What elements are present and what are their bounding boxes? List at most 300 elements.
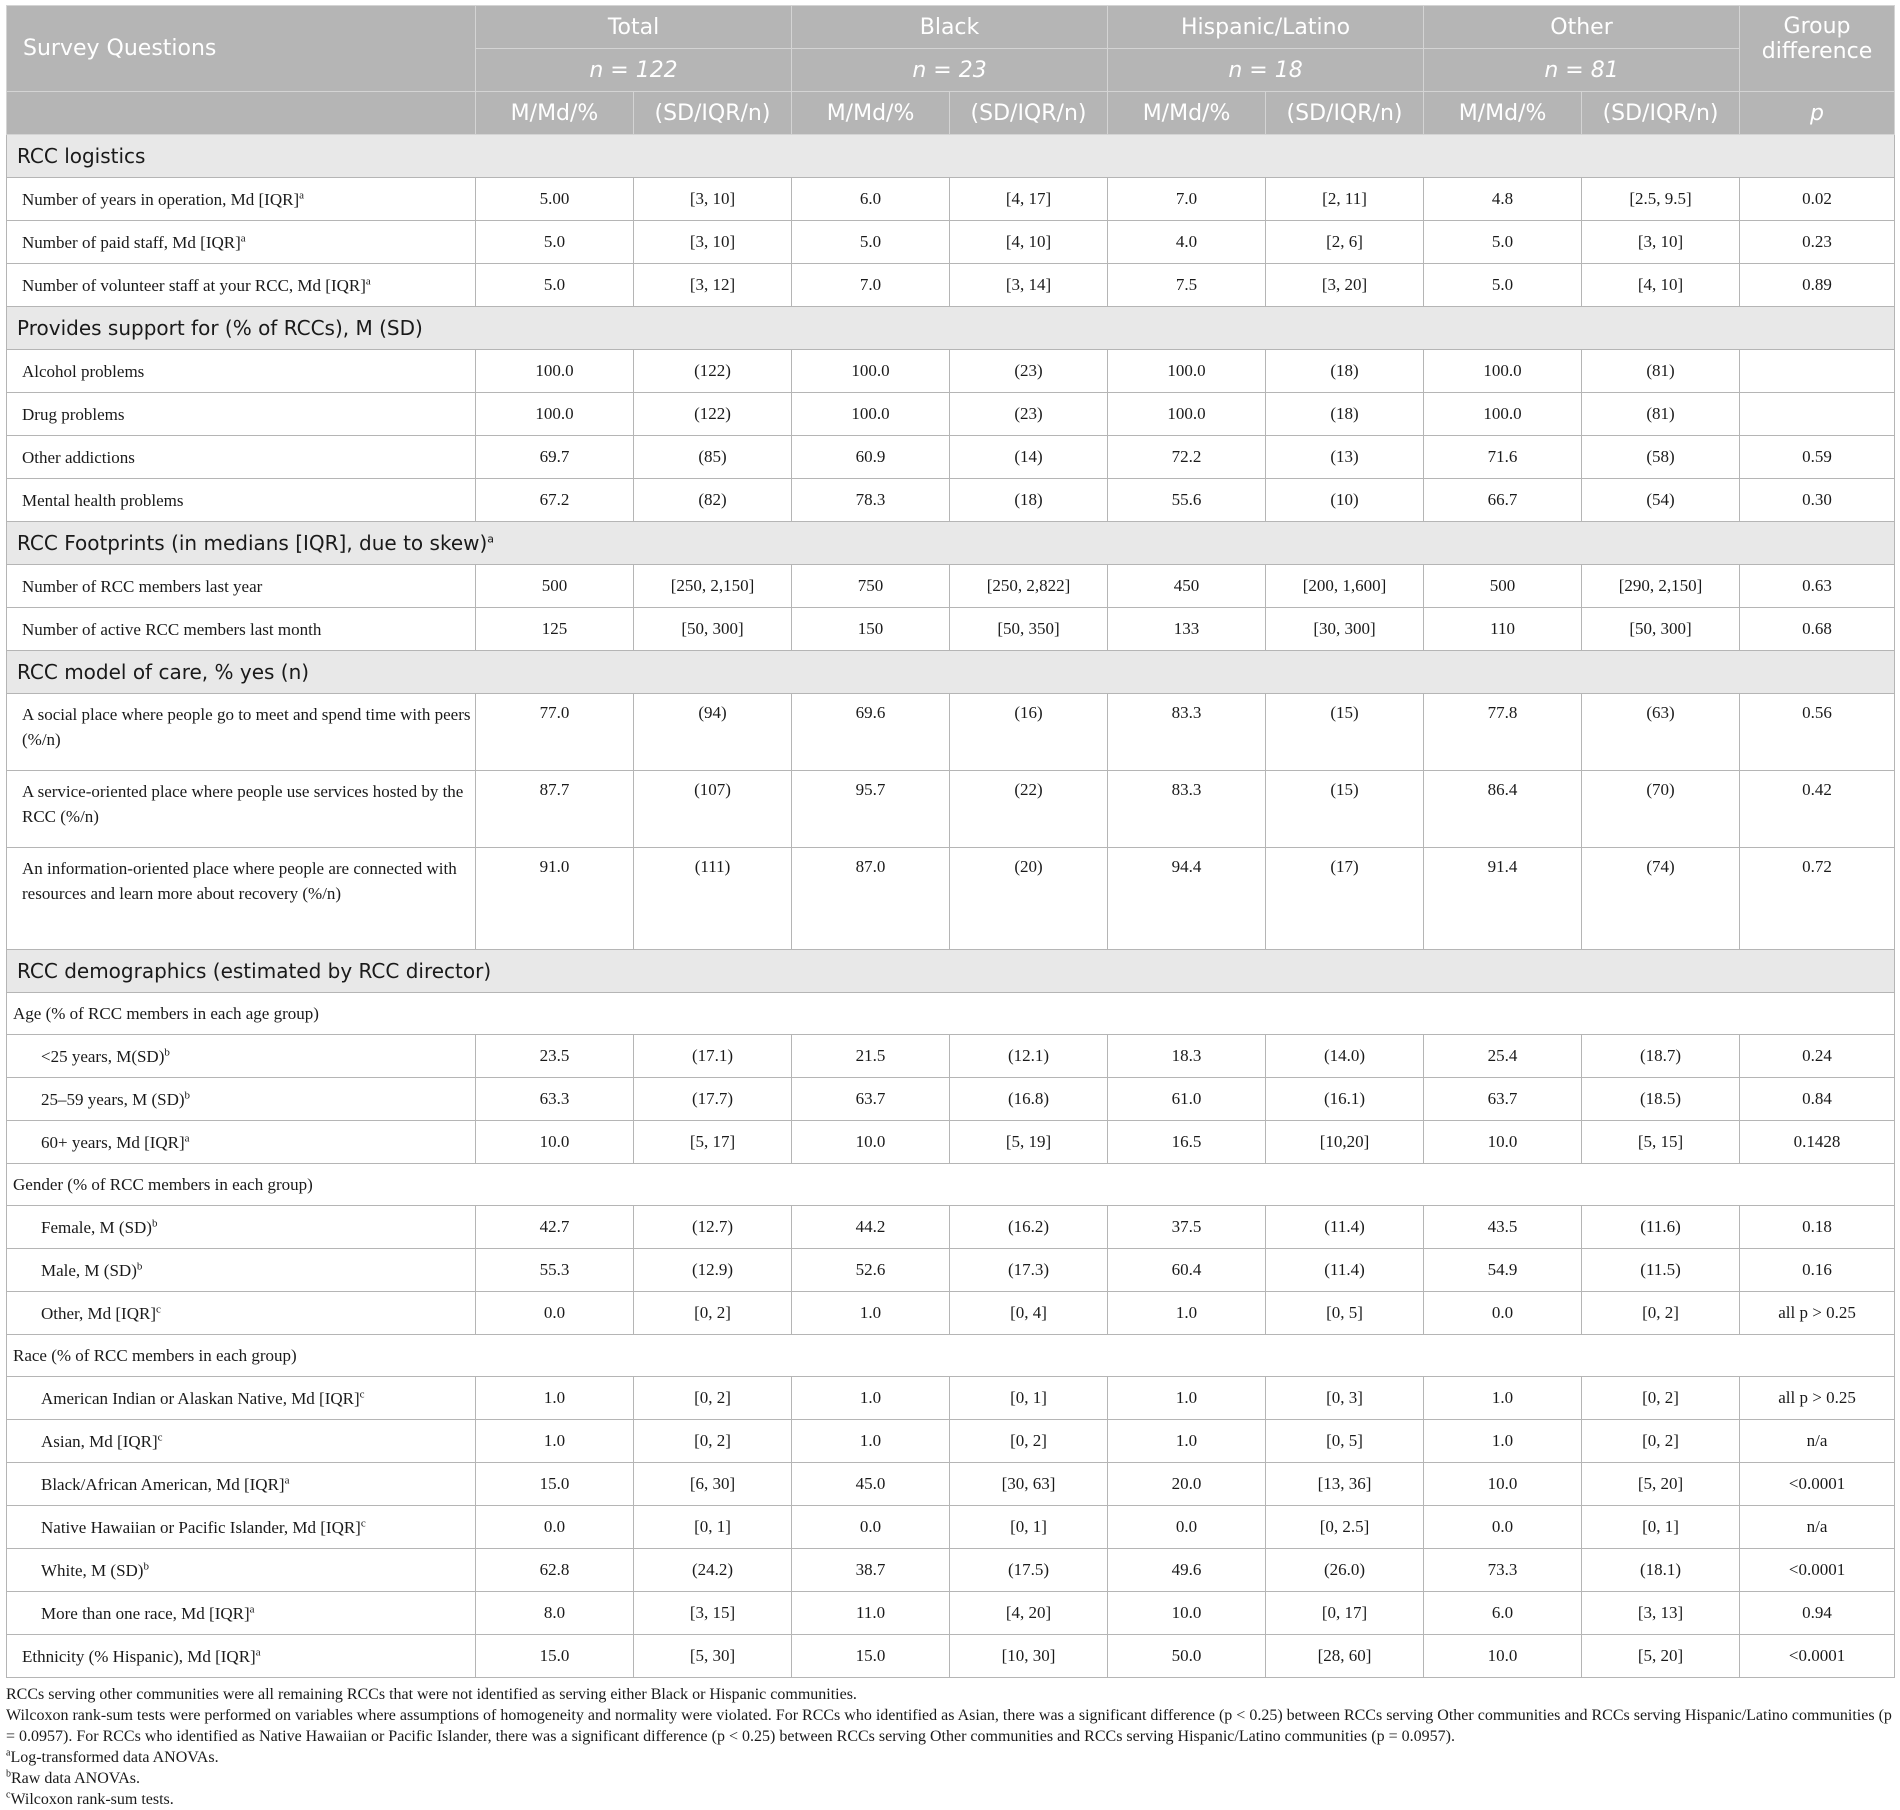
row-label: Other addictions <box>7 436 476 479</box>
value-cell: 60.4 <box>1108 1249 1266 1292</box>
value-cell: 10.0 <box>792 1121 950 1164</box>
value-cell: 20.0 <box>1108 1463 1266 1506</box>
header-blank <box>7 92 476 135</box>
row-label: Number of volunteer staff at your RCC, Md [IQR]$^a$ <box>7 264 476 307</box>
value-cell: (15) <box>1266 771 1424 848</box>
header-stat: M/Md/% <box>1424 92 1582 135</box>
table-row <box>7 694 1895 771</box>
value-cell: [3, 20] <box>1266 264 1424 307</box>
row-label: American Indian or Alaskan Native, Md [IQR]$^c$ <box>7 1377 476 1420</box>
value-cell: 16.5 <box>1108 1121 1266 1164</box>
p-value-cell: n/a <box>1740 1420 1895 1463</box>
value-cell: (107) <box>634 771 792 848</box>
value-cell: 73.3 <box>1424 1549 1582 1592</box>
value-cell: 11.0 <box>792 1592 950 1635</box>
row-label: A social place where people go to meet and spend time with peers (%/n) <box>7 694 476 771</box>
value-cell: [3, 13] <box>1582 1592 1740 1635</box>
header-disp: (SD/IQR/n) <box>1266 92 1424 135</box>
value-cell: (111) <box>634 848 792 950</box>
value-cell: 100.0 <box>792 393 950 436</box>
value-cell: 0.0 <box>476 1506 634 1549</box>
section-title: RCC Footprints (in medians [IQR], due to skew)$^a$ <box>7 522 1895 565</box>
table-row <box>7 264 1895 307</box>
value-cell: 50.0 <box>1108 1635 1266 1678</box>
value-cell: 15.0 <box>476 1635 634 1678</box>
value-cell: 6.0 <box>1424 1592 1582 1635</box>
value-cell: [30, 63] <box>950 1463 1108 1506</box>
value-cell: 1.0 <box>1108 1420 1266 1463</box>
value-cell: [0, 2] <box>634 1292 792 1335</box>
value-cell: [5, 20] <box>1582 1635 1740 1678</box>
table-row <box>7 771 1895 848</box>
value-cell: [3, 10] <box>634 178 792 221</box>
value-cell: [0, 5] <box>1266 1292 1424 1335</box>
footnote-c: $^c$Wilcoxon rank-sum tests. <box>6 1789 174 1808</box>
value-cell: 7.0 <box>792 264 950 307</box>
value-cell: (14) <box>950 436 1108 479</box>
p-value-cell: 0.59 <box>1740 436 1895 479</box>
value-cell: [5, 19] <box>950 1121 1108 1164</box>
p-value-cell: 0.56 <box>1740 694 1895 771</box>
value-cell: [0, 4] <box>950 1292 1108 1335</box>
value-cell: [4, 17] <box>950 178 1108 221</box>
section-row <box>7 651 1895 694</box>
value-cell: [5, 17] <box>634 1121 792 1164</box>
value-cell: 10.0 <box>1424 1121 1582 1164</box>
header-group-difference: Group difference <box>1740 6 1895 92</box>
section-row <box>7 135 1895 178</box>
footnote-note2: Wilcoxon rank-sum tests were performed on variables where assumptions of homogeneity and normality were violated. For RCCs who identified as Asian, there was a significant difference (p < 0.25) between RCCs serving Other communities and RCCs serving Hispanic/Latino communities (p = 0.0957). For RCCs who identified as Native Hawaiian or Pacific Islander, there was a significant difference (p < 0.25) between RCCs serving Other communities and RCCs serving Hispanic/Latino communities (p = 0.0957). <box>6 1707 1892 1745</box>
value-cell: [0, 2] <box>1582 1377 1740 1420</box>
value-cell: [3, 12] <box>634 264 792 307</box>
value-cell: [4, 10] <box>950 221 1108 264</box>
header-group-hispanic: Hispanic/Latino <box>1108 6 1424 49</box>
value-cell: (23) <box>950 393 1108 436</box>
value-cell: (70) <box>1582 771 1740 848</box>
value-cell: 5.00 <box>476 178 634 221</box>
value-cell: 69.7 <box>476 436 634 479</box>
value-cell: 10.0 <box>1108 1592 1266 1635</box>
value-cell: 10.0 <box>1424 1635 1582 1678</box>
header-disp: (SD/IQR/n) <box>1582 92 1740 135</box>
header-n-other: n = 81 <box>1424 49 1740 92</box>
table-row <box>7 565 1895 608</box>
header-disp: (SD/IQR/n) <box>950 92 1108 135</box>
value-cell: 10.0 <box>1424 1463 1582 1506</box>
p-value-cell: 0.63 <box>1740 565 1895 608</box>
value-cell: [5, 15] <box>1582 1121 1740 1164</box>
value-cell: [2, 11] <box>1266 178 1424 221</box>
table-figure <box>6 5 1894 1810</box>
value-cell: 83.3 <box>1108 694 1266 771</box>
footnote-note1: RCCs serving other communities were all remaining RCCs that were not identified as serving either Black or Hispanic communities. <box>6 1686 857 1703</box>
value-cell: 25.4 <box>1424 1035 1582 1078</box>
value-cell: (85) <box>634 436 792 479</box>
value-cell: (10) <box>1266 479 1424 522</box>
value-cell: (16.8) <box>950 1078 1108 1121</box>
value-cell: 0.0 <box>476 1292 634 1335</box>
value-cell: (11.5) <box>1582 1249 1740 1292</box>
value-cell: (11.6) <box>1582 1206 1740 1249</box>
row-label: Male, M (SD)$^b$ <box>7 1249 476 1292</box>
value-cell: 1.0 <box>1108 1377 1266 1420</box>
p-value-cell: 0.24 <box>1740 1035 1895 1078</box>
table-row <box>7 1420 1895 1463</box>
value-cell: (81) <box>1582 350 1740 393</box>
value-cell: [0, 2] <box>1582 1292 1740 1335</box>
value-cell: 15.0 <box>792 1635 950 1678</box>
value-cell: [5, 20] <box>1582 1463 1740 1506</box>
value-cell: 10.0 <box>476 1121 634 1164</box>
row-label: Number of RCC members last year <box>7 565 476 608</box>
table-row <box>7 479 1895 522</box>
value-cell: 8.0 <box>476 1592 634 1635</box>
value-cell: [28, 60] <box>1266 1635 1424 1678</box>
p-value-cell: 0.16 <box>1740 1249 1895 1292</box>
value-cell: [0, 2] <box>1582 1420 1740 1463</box>
value-cell: 23.5 <box>476 1035 634 1078</box>
p-value-cell: all p > 0.25 <box>1740 1377 1895 1420</box>
p-value-cell: 0.42 <box>1740 771 1895 848</box>
value-cell: 450 <box>1108 565 1266 608</box>
p-value-cell: n/a <box>1740 1506 1895 1549</box>
value-cell: 77.8 <box>1424 694 1582 771</box>
header-survey-questions: Survey Questions <box>7 6 476 92</box>
value-cell: 100.0 <box>792 350 950 393</box>
value-cell: 38.7 <box>792 1549 950 1592</box>
row-label: Drug problems <box>7 393 476 436</box>
header-disp: (SD/IQR/n) <box>634 92 792 135</box>
value-cell: 37.5 <box>1108 1206 1266 1249</box>
value-cell: 63.7 <box>1424 1078 1582 1121</box>
subgroup-row <box>7 993 1895 1035</box>
section-row <box>7 307 1895 350</box>
value-cell: [50, 300] <box>634 608 792 651</box>
p-value-cell: 0.72 <box>1740 848 1895 950</box>
value-cell: 0.0 <box>1424 1292 1582 1335</box>
value-cell: 1.0 <box>476 1377 634 1420</box>
row-label: Black/African American, Md [IQR]$^a$ <box>7 1463 476 1506</box>
value-cell: [10, 30] <box>950 1635 1108 1678</box>
value-cell: 86.4 <box>1424 771 1582 848</box>
p-value-cell: 0.68 <box>1740 608 1895 651</box>
row-label: Mental health problems <box>7 479 476 522</box>
value-cell: 6.0 <box>792 178 950 221</box>
value-cell: (18.5) <box>1582 1078 1740 1121</box>
subgroup-title: Gender (% of RCC members in each group) <box>7 1164 1895 1206</box>
p-value-cell <box>1740 350 1895 393</box>
table-row <box>7 1635 1895 1678</box>
table-row <box>7 1463 1895 1506</box>
value-cell: 55.3 <box>476 1249 634 1292</box>
value-cell: 4.8 <box>1424 178 1582 221</box>
p-value-cell: <0.0001 <box>1740 1549 1895 1592</box>
value-cell: [0, 1] <box>950 1377 1108 1420</box>
table-row <box>7 178 1895 221</box>
table-header <box>7 6 1895 135</box>
value-cell: 43.5 <box>1424 1206 1582 1249</box>
survey-table <box>6 5 1895 1678</box>
header-n-black: n = 23 <box>792 49 1108 92</box>
value-cell: (11.4) <box>1266 1249 1424 1292</box>
subgroup-title: Race (% of RCC members in each group) <box>7 1335 1895 1377</box>
table-row <box>7 393 1895 436</box>
value-cell: 55.6 <box>1108 479 1266 522</box>
value-cell: 0.0 <box>1424 1506 1582 1549</box>
value-cell: 5.0 <box>792 221 950 264</box>
value-cell: 87.7 <box>476 771 634 848</box>
value-cell: (17.7) <box>634 1078 792 1121</box>
value-cell: 110 <box>1424 608 1582 651</box>
value-cell: (20) <box>950 848 1108 950</box>
table-row <box>7 1292 1895 1335</box>
row-label: Number of years in operation, Md [IQR]$^a$ <box>7 178 476 221</box>
header-group-black: Black <box>792 6 1108 49</box>
value-cell: 100.0 <box>476 393 634 436</box>
value-cell: 62.8 <box>476 1549 634 1592</box>
value-cell: 63.3 <box>476 1078 634 1121</box>
value-cell: 0.0 <box>1108 1506 1266 1549</box>
value-cell: 750 <box>792 565 950 608</box>
row-label: Ethnicity (% Hispanic), Md [IQR]$^a$ <box>7 1635 476 1678</box>
value-cell: [0, 3] <box>1266 1377 1424 1420</box>
row-label: A service-oriented place where people use services hosted by the RCC (%/n) <box>7 771 476 848</box>
value-cell: (23) <box>950 350 1108 393</box>
p-value-cell: 0.23 <box>1740 221 1895 264</box>
p-value-cell: 0.02 <box>1740 178 1895 221</box>
value-cell: (122) <box>634 393 792 436</box>
value-cell: [3, 10] <box>634 221 792 264</box>
subgroup-title: Age (% of RCC members in each age group) <box>7 993 1895 1035</box>
value-cell: [0, 2.5] <box>1266 1506 1424 1549</box>
p-value-cell: <0.0001 <box>1740 1463 1895 1506</box>
header-group-total: Total <box>476 6 792 49</box>
p-value-cell: 0.84 <box>1740 1078 1895 1121</box>
value-cell: [290, 2,150] <box>1582 565 1740 608</box>
p-value-cell: 0.1428 <box>1740 1121 1895 1164</box>
row-label: Alcohol problems <box>7 350 476 393</box>
value-cell: 150 <box>792 608 950 651</box>
value-cell: [0, 2] <box>950 1420 1108 1463</box>
value-cell: 44.2 <box>792 1206 950 1249</box>
value-cell: (54) <box>1582 479 1740 522</box>
p-value-cell: all p > 0.25 <box>1740 1292 1895 1335</box>
table-body <box>7 135 1895 1678</box>
value-cell: 100.0 <box>1108 350 1266 393</box>
value-cell: 100.0 <box>1108 393 1266 436</box>
table-row <box>7 1206 1895 1249</box>
value-cell: 5.0 <box>476 264 634 307</box>
value-cell: 1.0 <box>792 1420 950 1463</box>
value-cell: 45.0 <box>792 1463 950 1506</box>
value-cell: 133 <box>1108 608 1266 651</box>
value-cell: 42.7 <box>476 1206 634 1249</box>
subgroup-row <box>7 1335 1895 1377</box>
value-cell: (18.7) <box>1582 1035 1740 1078</box>
value-cell: (58) <box>1582 436 1740 479</box>
value-cell: 7.0 <box>1108 178 1266 221</box>
value-cell: (63) <box>1582 694 1740 771</box>
value-cell: (15) <box>1266 694 1424 771</box>
value-cell: (24.2) <box>634 1549 792 1592</box>
row-label: Number of paid staff, Md [IQR]$^a$ <box>7 221 476 264</box>
value-cell: (18) <box>1266 350 1424 393</box>
value-cell: 7.5 <box>1108 264 1266 307</box>
row-label: More than one race, Md [IQR]$^a$ <box>7 1592 476 1635</box>
value-cell: 63.7 <box>792 1078 950 1121</box>
section-row <box>7 522 1895 565</box>
value-cell: [0, 5] <box>1266 1420 1424 1463</box>
table-row <box>7 221 1895 264</box>
header-stat: M/Md/% <box>1108 92 1266 135</box>
value-cell: 1.0 <box>792 1292 950 1335</box>
footnotes <box>6 1684 1894 1810</box>
value-cell: 49.6 <box>1108 1549 1266 1592</box>
value-cell: (11.4) <box>1266 1206 1424 1249</box>
value-cell: [200, 1,600] <box>1266 565 1424 608</box>
p-value-cell: 0.94 <box>1740 1592 1895 1635</box>
section-title: RCC model of care, % yes (n) <box>7 651 1895 694</box>
p-value-cell: <0.0001 <box>1740 1635 1895 1678</box>
header-n-total: n = 122 <box>476 49 792 92</box>
value-cell: (12.9) <box>634 1249 792 1292</box>
value-cell: (18) <box>1266 393 1424 436</box>
value-cell: 500 <box>1424 565 1582 608</box>
table-row <box>7 1549 1895 1592</box>
value-cell: [4, 10] <box>1582 264 1740 307</box>
table-row <box>7 350 1895 393</box>
value-cell: 67.2 <box>476 479 634 522</box>
table-row <box>7 1592 1895 1635</box>
value-cell: [3, 10] <box>1582 221 1740 264</box>
value-cell: 5.0 <box>476 221 634 264</box>
value-cell: 78.3 <box>792 479 950 522</box>
value-cell: (13) <box>1266 436 1424 479</box>
value-cell: [50, 350] <box>950 608 1108 651</box>
value-cell: [50, 300] <box>1582 608 1740 651</box>
value-cell: [0, 2] <box>634 1377 792 1420</box>
value-cell: (22) <box>950 771 1108 848</box>
value-cell: [0, 1] <box>1582 1506 1740 1549</box>
value-cell: [4, 20] <box>950 1592 1108 1635</box>
p-value-cell <box>1740 393 1895 436</box>
header-n-hispanic: n = 18 <box>1108 49 1424 92</box>
value-cell: (14.0) <box>1266 1035 1424 1078</box>
value-cell: (94) <box>634 694 792 771</box>
value-cell: 95.7 <box>792 771 950 848</box>
value-cell: 15.0 <box>476 1463 634 1506</box>
value-cell: [6, 30] <box>634 1463 792 1506</box>
value-cell: 54.9 <box>1424 1249 1582 1292</box>
header-stat: M/Md/% <box>792 92 950 135</box>
value-cell: (82) <box>634 479 792 522</box>
value-cell: [13, 36] <box>1266 1463 1424 1506</box>
value-cell: (17) <box>1266 848 1424 950</box>
value-cell: (17.5) <box>950 1549 1108 1592</box>
table-row <box>7 1506 1895 1549</box>
value-cell: (81) <box>1582 393 1740 436</box>
value-cell: [10,20] <box>1266 1121 1424 1164</box>
value-cell: 5.0 <box>1424 221 1582 264</box>
value-cell: [30, 300] <box>1266 608 1424 651</box>
row-label: White, M (SD)$^b$ <box>7 1549 476 1592</box>
footnote-a: $^a$Log-transformed data ANOVAs. <box>6 1747 219 1766</box>
row-label: <25 years, M(SD)$^b$ <box>7 1035 476 1078</box>
value-cell: (18.1) <box>1582 1549 1740 1592</box>
value-cell: [3, 15] <box>634 1592 792 1635</box>
value-cell: (17.3) <box>950 1249 1108 1292</box>
value-cell: 66.7 <box>1424 479 1582 522</box>
row-label: Native Hawaiian or Pacific Islander, Md [IQR]$^c$ <box>7 1506 476 1549</box>
value-cell: 1.0 <box>1424 1420 1582 1463</box>
table-row <box>7 1121 1895 1164</box>
value-cell: [2.5, 9.5] <box>1582 178 1740 221</box>
value-cell: 83.3 <box>1108 771 1266 848</box>
row-label: An information-oriented place where people are connected with resources and learn more about recovery (%/n) <box>7 848 476 950</box>
header-stat: M/Md/% <box>476 92 634 135</box>
table-row <box>7 436 1895 479</box>
value-cell: [250, 2,822] <box>950 565 1108 608</box>
table-row <box>7 1377 1895 1420</box>
footnote-b: $^b$Raw data ANOVAs. <box>6 1768 141 1787</box>
value-cell: 100.0 <box>1424 350 1582 393</box>
value-cell: 87.0 <box>792 848 950 950</box>
value-cell: 91.4 <box>1424 848 1582 950</box>
table-row <box>7 1035 1895 1078</box>
value-cell: [0, 1] <box>950 1506 1108 1549</box>
value-cell: 52.6 <box>792 1249 950 1292</box>
table-row <box>7 608 1895 651</box>
value-cell: 5.0 <box>1424 264 1582 307</box>
value-cell: 77.0 <box>476 694 634 771</box>
value-cell: 71.6 <box>1424 436 1582 479</box>
p-value-cell: 0.89 <box>1740 264 1895 307</box>
row-label: Female, M (SD)$^b$ <box>7 1206 476 1249</box>
row-label: Asian, Md [IQR]$^c$ <box>7 1420 476 1463</box>
value-cell: (18) <box>950 479 1108 522</box>
value-cell: 21.5 <box>792 1035 950 1078</box>
section-title: Provides support for (% of RCCs), M (SD) <box>7 307 1895 350</box>
value-cell: (16) <box>950 694 1108 771</box>
value-cell: 69.6 <box>792 694 950 771</box>
value-cell: [5, 30] <box>634 1635 792 1678</box>
value-cell: (16.1) <box>1266 1078 1424 1121</box>
section-title: RCC logistics <box>7 135 1895 178</box>
section-title: RCC demographics (estimated by RCC director) <box>7 950 1895 993</box>
value-cell: 500 <box>476 565 634 608</box>
p-value-cell: 0.30 <box>1740 479 1895 522</box>
table-row <box>7 1078 1895 1121</box>
row-label: 60+ years, Md [IQR]$^a$ <box>7 1121 476 1164</box>
value-cell: [0, 1] <box>634 1506 792 1549</box>
value-cell: 100.0 <box>476 350 634 393</box>
value-cell: 60.9 <box>792 436 950 479</box>
value-cell: 1.0 <box>476 1420 634 1463</box>
value-cell: 125 <box>476 608 634 651</box>
value-cell: 1.0 <box>1424 1377 1582 1420</box>
value-cell: 100.0 <box>1424 393 1582 436</box>
header-group-other: Other <box>1424 6 1740 49</box>
value-cell: 91.0 <box>476 848 634 950</box>
value-cell: 4.0 <box>1108 221 1266 264</box>
value-cell: (26.0) <box>1266 1549 1424 1592</box>
value-cell: 0.0 <box>792 1506 950 1549</box>
value-cell: 1.0 <box>792 1377 950 1420</box>
value-cell: [0, 17] <box>1266 1592 1424 1635</box>
table-row <box>7 848 1895 950</box>
row-label: Other, Md [IQR]$^c$ <box>7 1292 476 1335</box>
value-cell: 1.0 <box>1108 1292 1266 1335</box>
